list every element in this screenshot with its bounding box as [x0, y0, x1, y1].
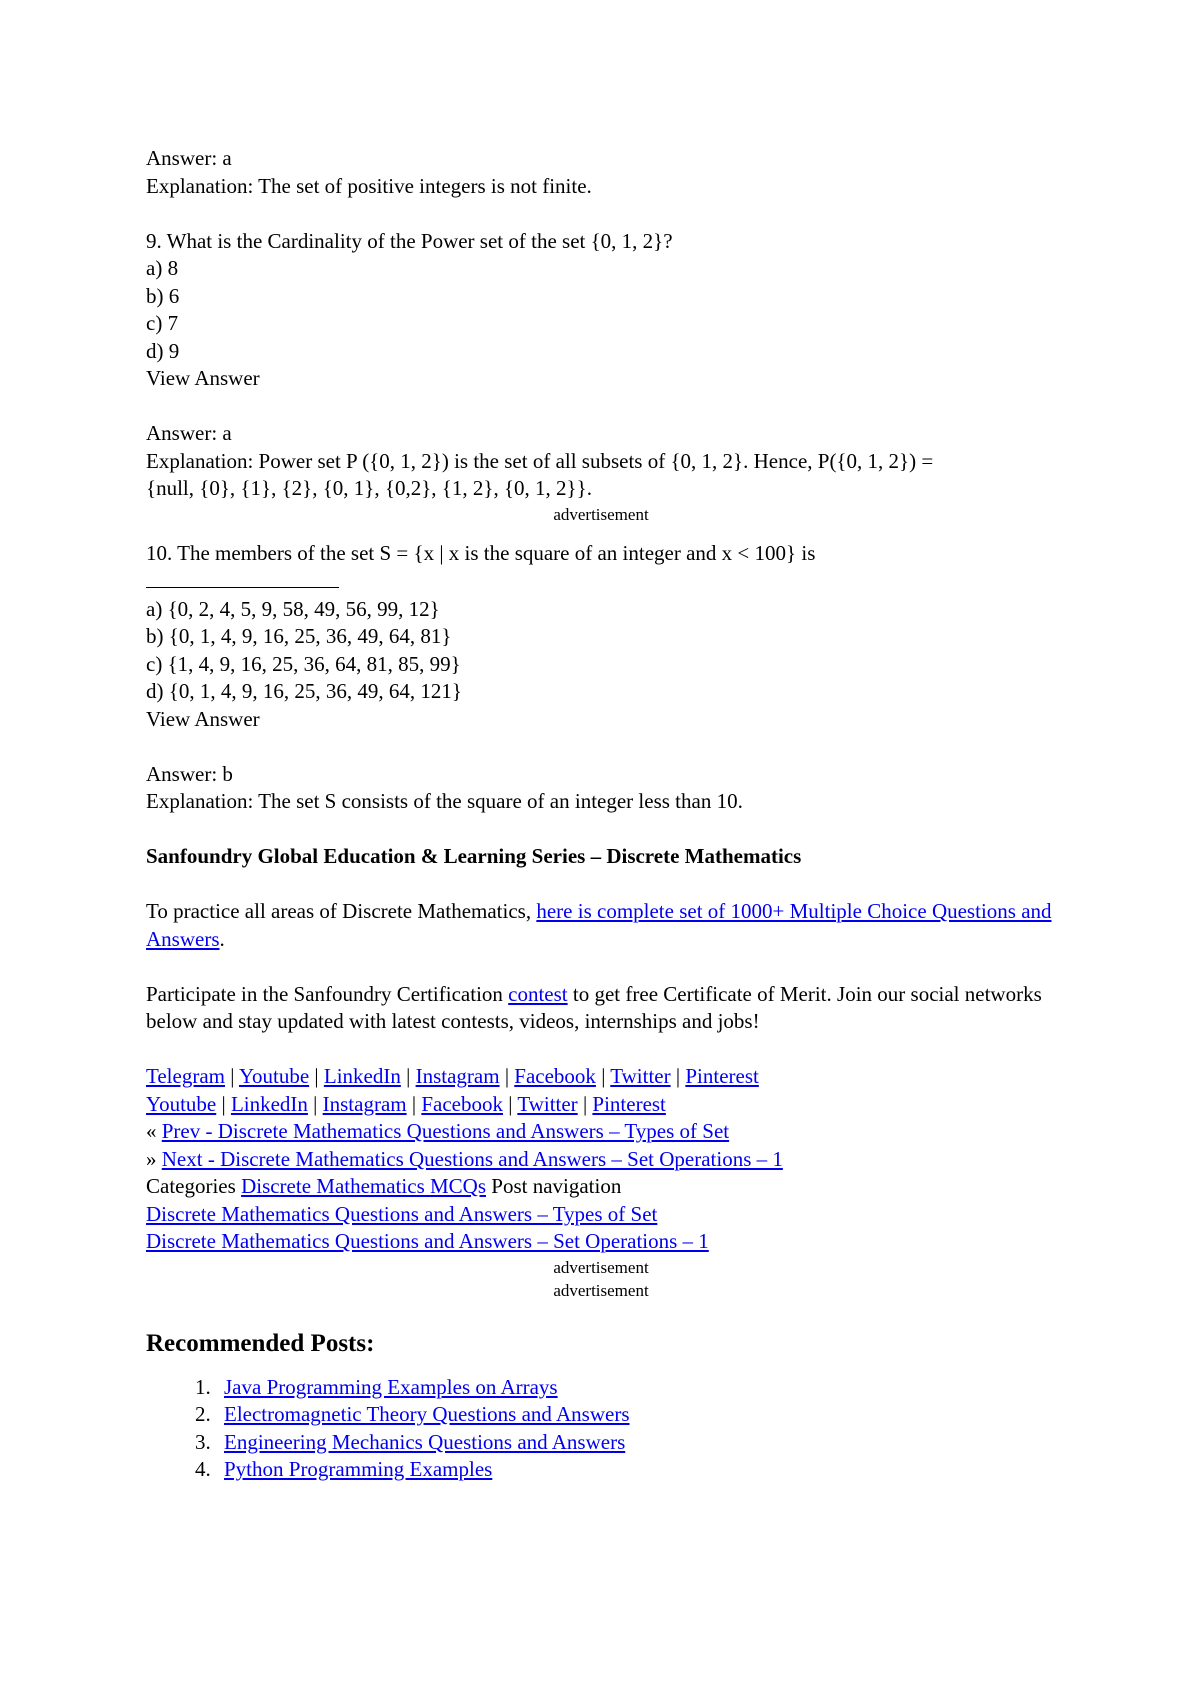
twitter-link[interactable]: Twitter: [517, 1091, 578, 1116]
pinterest-link[interactable]: Pinterest: [592, 1091, 666, 1116]
q9-option-d: d) 9: [146, 338, 180, 363]
categories-line: Categories Discrete Mathematics MCQs Post navigation: [146, 1174, 622, 1198]
prev-nav: « Prev - Discrete Mathematics Questions and Answers – Types of Set: [146, 1119, 730, 1143]
q10-option-a: a) {0, 2, 4, 5, 9, 58, 49, 56, 99, 12}: [146, 596, 440, 621]
participate-suffix: to get free Certificate of Merit. Join our social networks below and stay updated with latest contests, videos, internships and jobs!: [146, 981, 1042, 1033]
youtube-link[interactable]: Youtube: [238, 1064, 310, 1088]
recommended-list: [146, 1374, 1056, 1484]
recommended-link[interactable]: Python Programming Examples: [224, 1457, 493, 1481]
q9-option-b: b) 6: [146, 283, 180, 308]
social-links-row-1: Telegram | Youtube | LinkedIn | Instagram | Facebook | Twitter | Pinterest: [146, 1064, 759, 1088]
post-nav-prev-link[interactable]: Discrete Mathematics Questions and Answers – Types of Set: [146, 1201, 658, 1226]
q9-answer: Answer: a: [146, 421, 232, 445]
complete-set-link[interactable]: here is complete set of 1000+ Multiple Choice Questions and Answers: [146, 899, 1052, 951]
youtube-link[interactable]: Youtube: [146, 1091, 217, 1116]
category-link[interactable]: Discrete Mathematics MCQs: [241, 1174, 487, 1198]
q9-explanation-line-2: {null, {0}, {1}, {2}, {0, 1}, {0,2}, {1, 2}, {0, 1, 2}}.: [146, 476, 592, 500]
recommended-link[interactable]: Electromagnetic Theory Questions and Answers: [224, 1402, 630, 1426]
post-nav-prev: [146, 1201, 1056, 1229]
contest-link[interactable]: contest: [508, 981, 568, 1006]
q10-view-answer[interactable]: View Answer: [146, 706, 260, 731]
next-post-link[interactable]: Next - Discrete Mathematics Questions and Answers – Set Operations – 1: [161, 1146, 783, 1171]
q9-explanation-line-1: Explanation: Power set P ({0, 1, 2}) is the set of all subsets of {0, 1, 2}. Hence, P({0, 1, 2}) =: [146, 448, 934, 473]
q10-option-d: d) {0, 1, 4, 9, 16, 25, 36, 49, 64, 121}: [146, 679, 462, 703]
list-item: [216, 1374, 1056, 1402]
q9-option-a: a) 8: [146, 256, 179, 280]
list-item: [216, 1456, 1056, 1484]
advertisement-label: advertisement: [553, 1280, 649, 1300]
q9-view-answer[interactable]: View Answer: [146, 366, 260, 390]
practice-paragraph: [146, 898, 1056, 953]
list-item: [216, 1401, 1056, 1429]
next-nav: » Next - Discrete Mathematics Questions and Answers – Set Operations – 1: [146, 1146, 783, 1171]
q8-answer: Answer: a: [146, 146, 232, 170]
linkedin-link[interactable]: LinkedIn: [323, 1064, 401, 1088]
q10-question: 10. The members of the set S = {x | x is the square of an integer and x < 100} is: [146, 540, 816, 565]
q10-option-c: c) {1, 4, 9, 16, 25, 36, 64, 81, 85, 99}: [146, 651, 461, 676]
facebook-link[interactable]: Facebook: [514, 1064, 596, 1088]
q10-answer: Answer: b: [146, 761, 233, 786]
linkedin-link[interactable]: LinkedIn: [230, 1091, 308, 1116]
advertisement-label: advertisement: [553, 504, 649, 524]
twitter-link[interactable]: Twitter: [610, 1064, 671, 1088]
participate-prefix: Participate in the Sanfoundry Certification: [146, 981, 509, 1006]
instagram-link[interactable]: Instagram: [322, 1091, 407, 1116]
q9-option-c: c) 7: [146, 311, 179, 335]
recommended-link[interactable]: Engineering Mechanics Questions and Answers: [224, 1429, 626, 1454]
telegram-link[interactable]: Telegram: [146, 1064, 225, 1088]
list-item: [216, 1429, 1056, 1457]
pinterest-link[interactable]: Pinterest: [685, 1064, 759, 1088]
q9-question: 9. What is the Cardinality of the Power set of the set {0, 1, 2}?: [146, 228, 673, 253]
practice-suffix: .: [219, 926, 225, 951]
prev-post-link[interactable]: Prev - Discrete Mathematics Questions and Answers – Types of Set: [161, 1119, 730, 1143]
post-nav-next-link[interactable]: Discrete Mathematics Questions and Answers – Set Operations – 1: [146, 1229, 709, 1253]
q10-blank: [146, 567, 1056, 596]
social-links-row-2: Youtube | LinkedIn | Instagram | Facebook | Twitter | Pinterest: [146, 1091, 666, 1116]
answer-blank-line: [146, 567, 339, 588]
q8-explanation: Explanation: The set of positive integers is not finite.: [146, 173, 592, 198]
recommended-link[interactable]: Java Programming Examples on Arrays: [224, 1374, 558, 1399]
participate-paragraph: [146, 981, 1056, 1036]
q10-explanation: Explanation: The set S consists of the square of an integer less than 10.: [146, 789, 743, 813]
facebook-link[interactable]: Facebook: [421, 1091, 503, 1116]
instagram-link[interactable]: Instagram: [415, 1064, 500, 1088]
recommended-heading: Recommended Posts:: [146, 1329, 375, 1357]
advertisement-label: advertisement: [553, 1257, 649, 1277]
q10-option-b: b) {0, 1, 4, 9, 16, 25, 36, 49, 64, 81}: [146, 624, 452, 648]
practice-prefix: To practice all areas of Discrete Mathematics,: [146, 899, 537, 923]
series-heading: Sanfoundry Global Education & Learning Series – Discrete Mathematics: [146, 844, 802, 868]
page-content: [146, 145, 1056, 1484]
post-nav-next: [146, 1228, 1056, 1256]
